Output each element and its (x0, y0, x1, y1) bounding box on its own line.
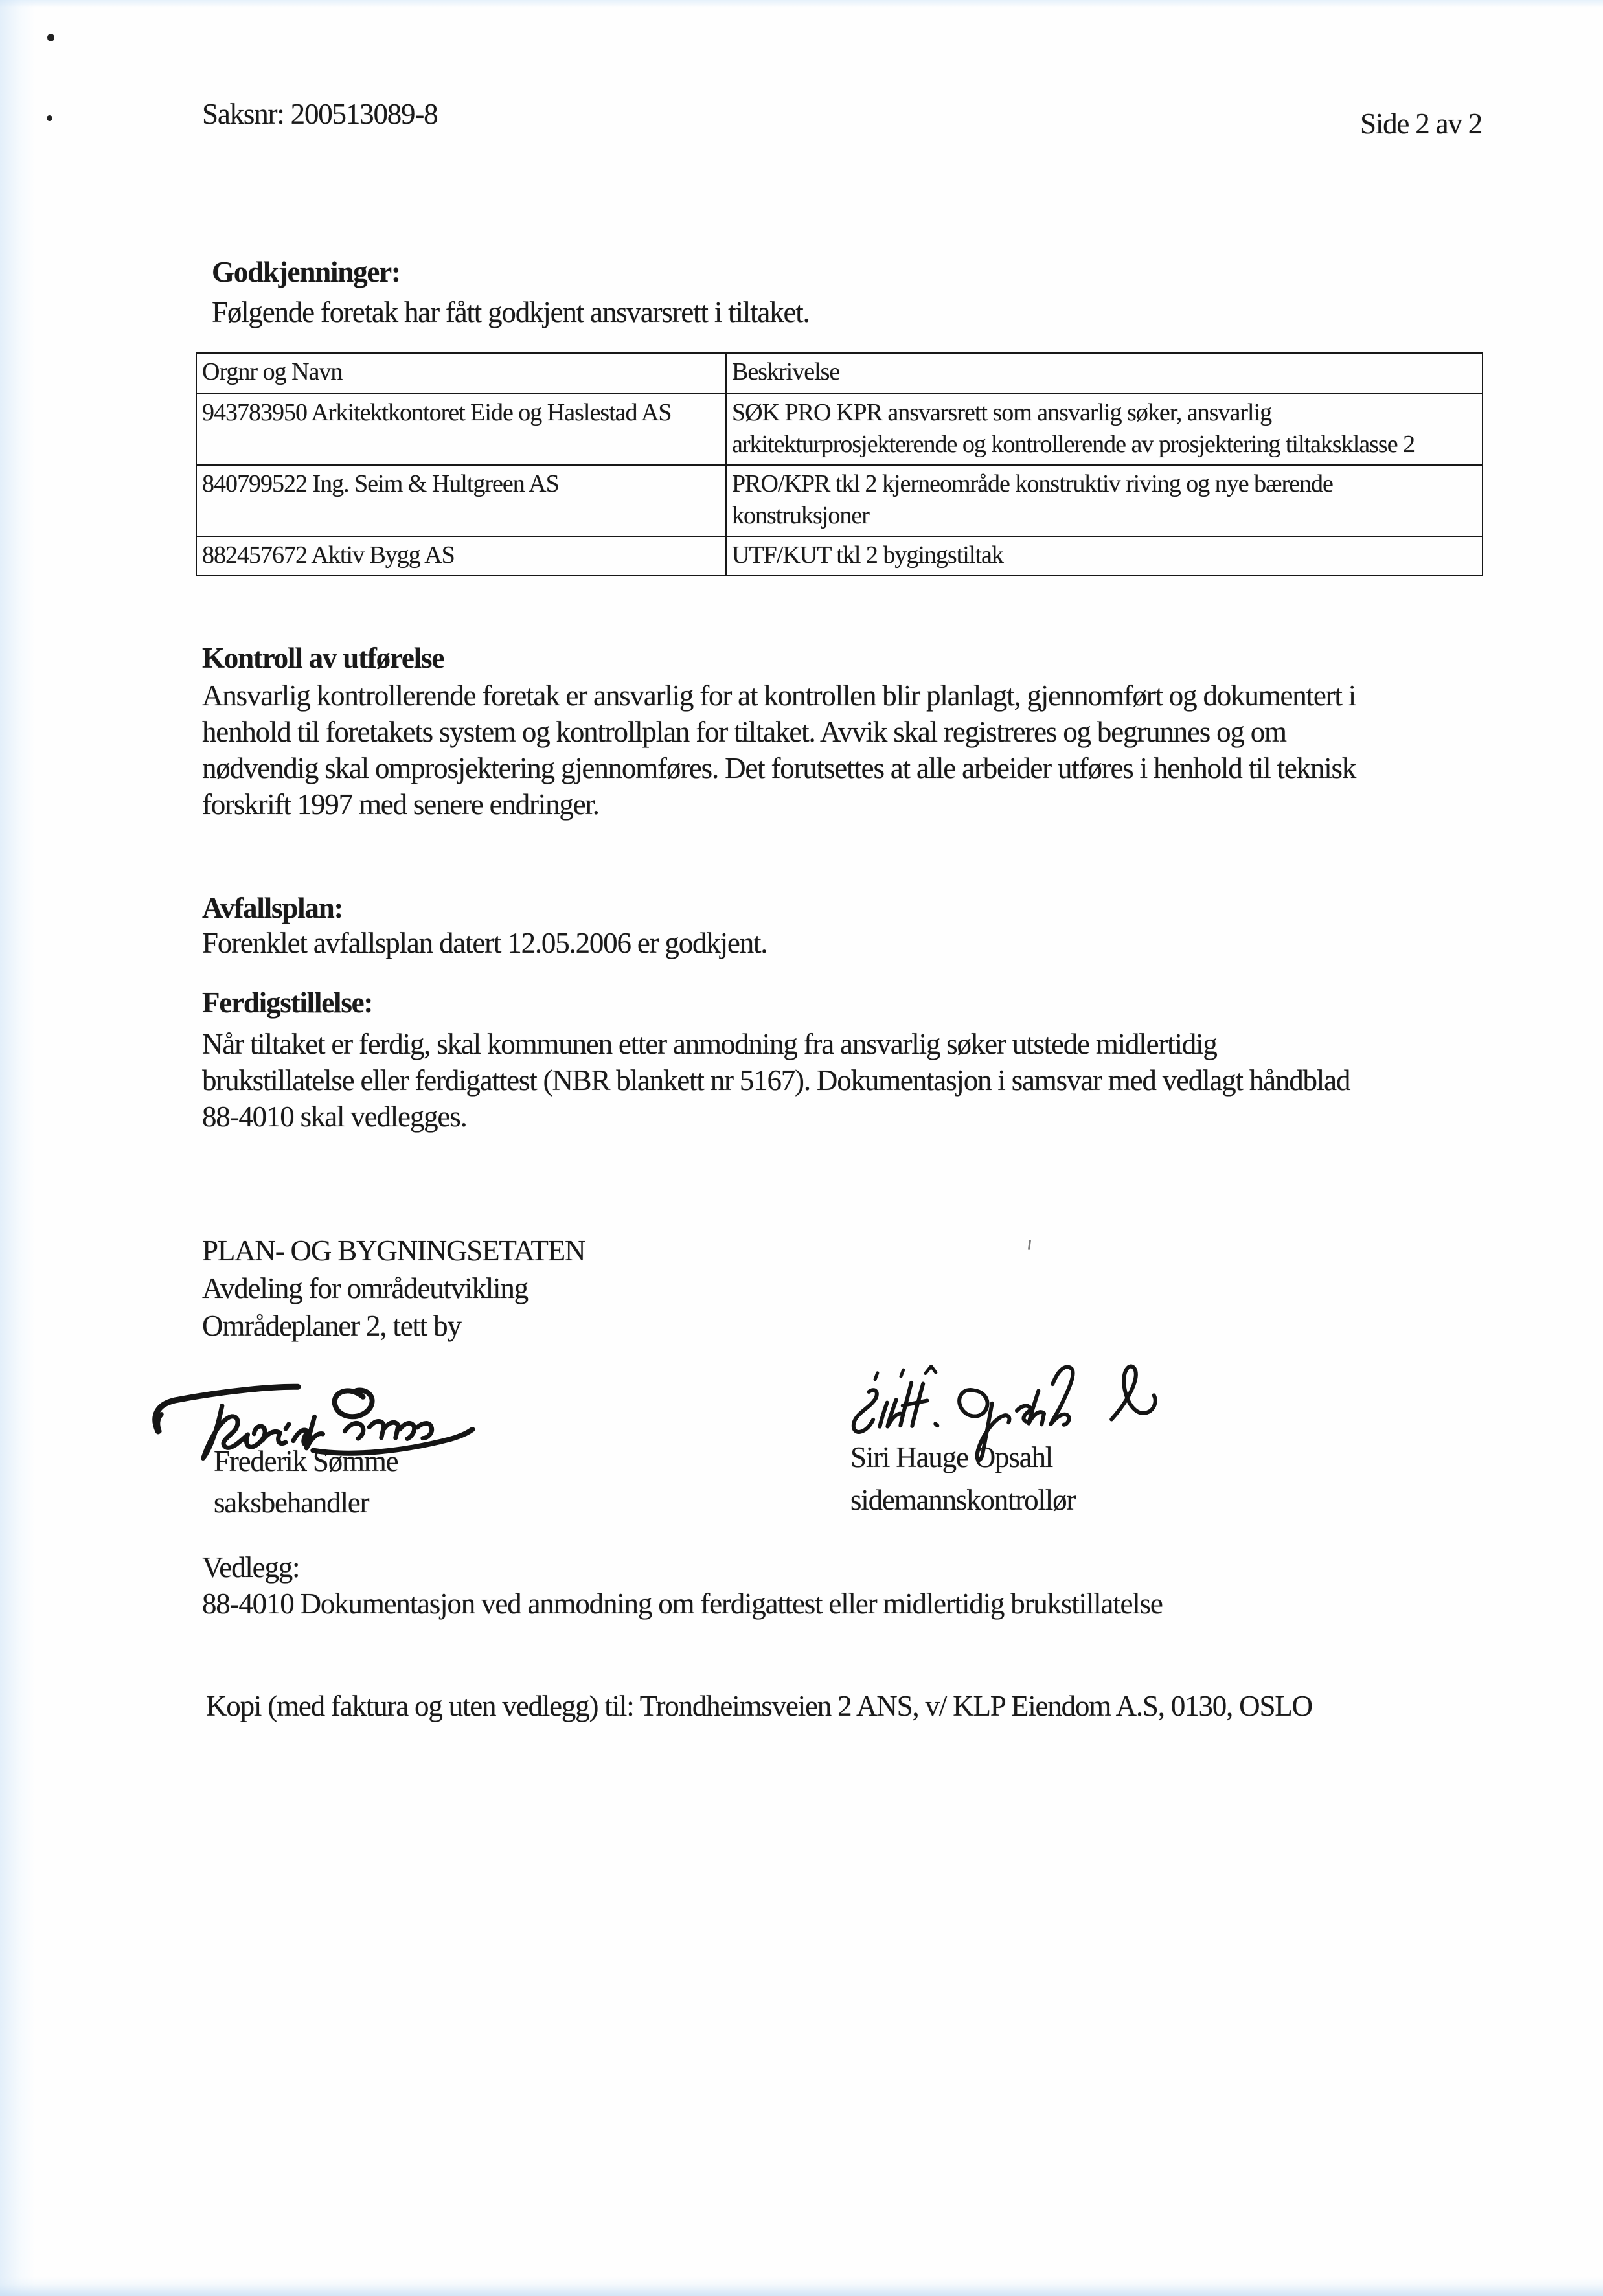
kopi-line: Kopi (med faktura og uten vedlegg) til: Trondheimsveien 2 ANS, v/ KLP Eiendom A.S, 0130, OSLO (206, 1690, 1312, 1722)
table-row (196, 465, 1483, 536)
avfallsplan-heading: Avfallsplan: (202, 892, 343, 924)
department-division: Avdeling for områdeutvikling (202, 1272, 528, 1304)
scan-speckle-dot (47, 115, 52, 121)
table-header-row (196, 353, 1483, 394)
vedlegg-heading: Vedlegg: (202, 1551, 300, 1584)
approvals-table (196, 352, 1483, 576)
vedlegg-body: 88-4010 Dokumentasjon ved anmodning om ferdigattest eller midlertidig brukstillatelse (202, 1587, 1163, 1620)
table-row (196, 536, 1483, 576)
department-block (202, 1232, 585, 1345)
table-cell-beskrivelse (726, 536, 1483, 576)
table-cell-orgnr: 943783950 Arkitektkontoret Eide og Haslestad AS (196, 394, 726, 465)
table-row (196, 394, 1483, 465)
kontroll-paragraph (202, 677, 1356, 823)
paragraph-line: forskrift 1997 med senere endringer. (202, 788, 599, 821)
table-cell-beskrivelse (726, 394, 1483, 465)
table-cell-orgnr: 882457672 Aktiv Bygg AS (196, 536, 726, 576)
table-cell-orgnr: 840799522 Ing. Seim & Hultgreen AS (196, 465, 726, 536)
scan-speckle-dot (47, 34, 54, 41)
paragraph-line: nødvendig skal omprosjektering gjennomføres. Det forutsettes at alle arbeider utføres i henhold til teknisk (202, 752, 1356, 784)
beskrivelse-line: konstruksjoner (732, 502, 869, 529)
beskrivelse-line: SØK PRO KPR ansvarsrett som ansvarlig søker, ansvarlig (732, 399, 1272, 426)
paragraph-line: Når tiltaket er ferdig, skal kommunen etter anmodning fra ansvarlig søker utstede midlertidig (202, 1028, 1217, 1060)
signature-right-name: Siri Hauge Opsahl (850, 1441, 1053, 1473)
godkjenninger-heading: Godkjenninger: (212, 256, 400, 288)
scan-edge-top (0, 0, 1603, 8)
table-cell-beskrivelse (726, 465, 1483, 536)
beskrivelse-line: arkitekturprosjekterende og kontrollerende av prosjektering tiltaksklasse 2 (732, 431, 1415, 458)
kontroll-heading: Kontroll av utførelse (202, 642, 444, 674)
beskrivelse-line: UTF/KUT tkl 2 bygingstiltak (732, 541, 1003, 569)
page-indicator: Side 2 av 2 (1360, 108, 1483, 140)
signature-left-name: Frederik Sømme (214, 1445, 398, 1477)
department-unit: Områdeplaner 2, tett by (202, 1310, 461, 1342)
beskrivelse-line: PRO/KPR tkl 2 kjerneområde konstruktiv riving og nye bærende (732, 470, 1333, 497)
scan-edge-bottom (0, 2277, 1603, 2296)
paragraph-line: 88-4010 skal vedlegges. (202, 1100, 467, 1133)
paragraph-line: Ansvarlig kontrollerende foretak er ansvarlig for at kontrollen blir planlagt, gjennomført og dokumentert i (202, 679, 1356, 712)
table-header-orgnr: Orgnr og Navn (196, 353, 726, 394)
scan-edge-left (0, 0, 36, 2296)
godkjenninger-intro: Følgende foretak har fått godkjent ansvarsrett i tiltaket. (212, 296, 810, 328)
paragraph-line: henhold til foretakets system og kontrollplan for tiltaket. Avvik skal registreres og begrunnes og om (202, 716, 1286, 748)
case-number: Saksnr: 200513089-8 (202, 98, 438, 130)
ferdigstillelse-paragraph (202, 1026, 1350, 1135)
avfallsplan-body: Forenklet avfallsplan datert 12.05.2006 er godkjent. (202, 927, 767, 959)
table-header-beskrivelse: Beskrivelse (726, 353, 1483, 394)
paragraph-line: brukstillatelse eller ferdigattest (NBR blankett nr 5167). Dokumentasjon i samsvar med vedlagt håndblad (202, 1064, 1350, 1097)
department-name: PLAN- OG BYGNINGSETATEN (202, 1234, 585, 1267)
scan-speckle-tick (1028, 1240, 1031, 1250)
ferdigstillelse-heading: Ferdigstillelse: (202, 986, 373, 1019)
signature-left-role: saksbehandler (214, 1486, 369, 1519)
signature-right-role: sidemannskontrollør (850, 1484, 1076, 1516)
